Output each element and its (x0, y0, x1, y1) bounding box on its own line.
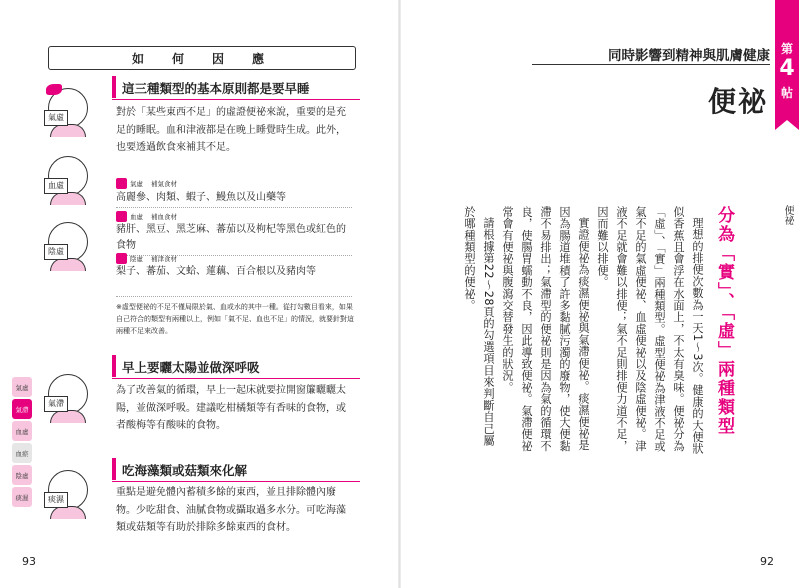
chapter-suffix: 帖 (780, 86, 793, 100)
avatar-qi-deficiency (44, 84, 88, 136)
section-title: 這三種類型的基本原則都是要早睡 (122, 81, 310, 96)
body-paragraph: 請根據第22～28頁的勾選項目來判斷自己屬於哪種類型的便祕。 (463, 206, 495, 447)
section-body: 對於「某些東西不足」的虛證便祕來說，重要的是充足的睡眠。血和津液都是在晚上睡覺時生成。此外，也要透過飲食來補其不足。 (116, 107, 346, 153)
food-text: 梨子、蕃茄、文蛤、蓮藕、百合根以及豬肉等 (116, 266, 316, 277)
food-icon (116, 178, 127, 189)
section-title: 早上要曬太陽並做深呼吸 (122, 360, 260, 375)
section-title-bar (112, 76, 360, 98)
avatar-blood-deficiency (44, 152, 88, 204)
how-to-respond-box (48, 46, 356, 70)
avatar-tag: 氣滯 (44, 396, 68, 412)
chapter-prefix: 第 (780, 42, 793, 56)
side-tab: 痰濕 (12, 487, 32, 507)
food-text: 高麗參、肉類、蝦子、鰻魚以及山藥等 (116, 192, 286, 203)
page-number: 93 (22, 555, 36, 568)
body-paragraph: 實證便祕為痰濕便祕與氣滯便祕。痰濕便祕是因為腸道堆積了許多黏膩污濁的廢物，使大便黏滯不易排出；氣滯型的便祕則是因為氣的循環不良，使腸胃蠕動不良，因此導致便祕。氣滯便祕常會有便祕與腹瀉交替發生的狀況。 (501, 206, 590, 452)
page-number: 92 (760, 555, 774, 568)
food-icon (116, 253, 127, 264)
food-header: 陰虛 補津食材 (116, 252, 177, 264)
food-icon (116, 211, 127, 222)
subtitle: 分為「實」、「虛」兩種類型 (714, 206, 734, 436)
chapter-number: 4 (779, 56, 795, 81)
section-title-bar (112, 458, 360, 480)
avatar-qi-stagnation (44, 370, 88, 422)
headline: 同時影響到精神與肌膚健康 (608, 48, 770, 64)
avatar-tag: 氣虛 (44, 110, 68, 126)
avatar-yin-deficiency (44, 218, 88, 270)
food-header: 血虛 補血食材 (116, 210, 177, 222)
right-page (400, 0, 799, 588)
side-tab: 血虛 (12, 421, 32, 441)
side-tabs (12, 377, 34, 509)
side-tab: 血瘀 (12, 443, 32, 463)
food-text: 豬肝、黑豆、黑芝麻、蕃茄以及枸杞等黑色或紅色的食物 (116, 224, 346, 251)
body-text (460, 206, 707, 456)
page-title: 便祕 (707, 85, 768, 118)
avatar-tag: 陰虛 (44, 244, 68, 260)
avatar-tag: 血虛 (44, 178, 68, 194)
section-body: 重點是避免體內蓄積多餘的東西，並且排除體內廢物。少吃甜食、油膩食物或攝取過多水分。可吃海藻類或菇類等有助於排除多餘東西的食材。 (116, 487, 346, 533)
body-paragraph: 理想的排便次數為一天1～3次。健康的大便狀似香蕉且會浮在水面上，不太有臭味。便祕分為「虛」、「實」兩種類型。虛型便祕為津液不足或氣不足的氣虛便祕、血虛便祕以及陰虛便祕。津液不足就會難以排便；氣不足則排便力道不足，因而難以排便。 (596, 206, 704, 455)
avatar-tag: 痰濕 (44, 492, 68, 508)
section-title-bar (112, 355, 360, 377)
avatar-phlegm-dampness (44, 466, 88, 518)
footnote: ※虛型便祕的不足不僅局限於氣、血或水的其中一種。從打勾數目看來，如果自己符合的類型有兩種以上，例如「氣不足、血也不足」的情況，就要針對這兩種不足來改善。 (116, 303, 354, 335)
side-tab: 氣虛 (12, 377, 32, 397)
side-label: 便祕 (782, 205, 793, 225)
section-body: 為了改善氣的循環，早上一起床就要拉開窗簾曬曬太陽，並做深呼吸。建議吃柑橘類等有香味的食物，或者酸梅等有酸味的食物。 (116, 385, 346, 431)
side-tab: 陰虛 (12, 465, 32, 485)
side-tab: 氣滯 (12, 399, 32, 419)
section-title: 吃海藻類或菇類來化解 (122, 463, 248, 478)
how-to-respond-label: 如 何 因 應 (131, 51, 272, 66)
food-header: 氣虛 補氣食材 (116, 177, 177, 189)
